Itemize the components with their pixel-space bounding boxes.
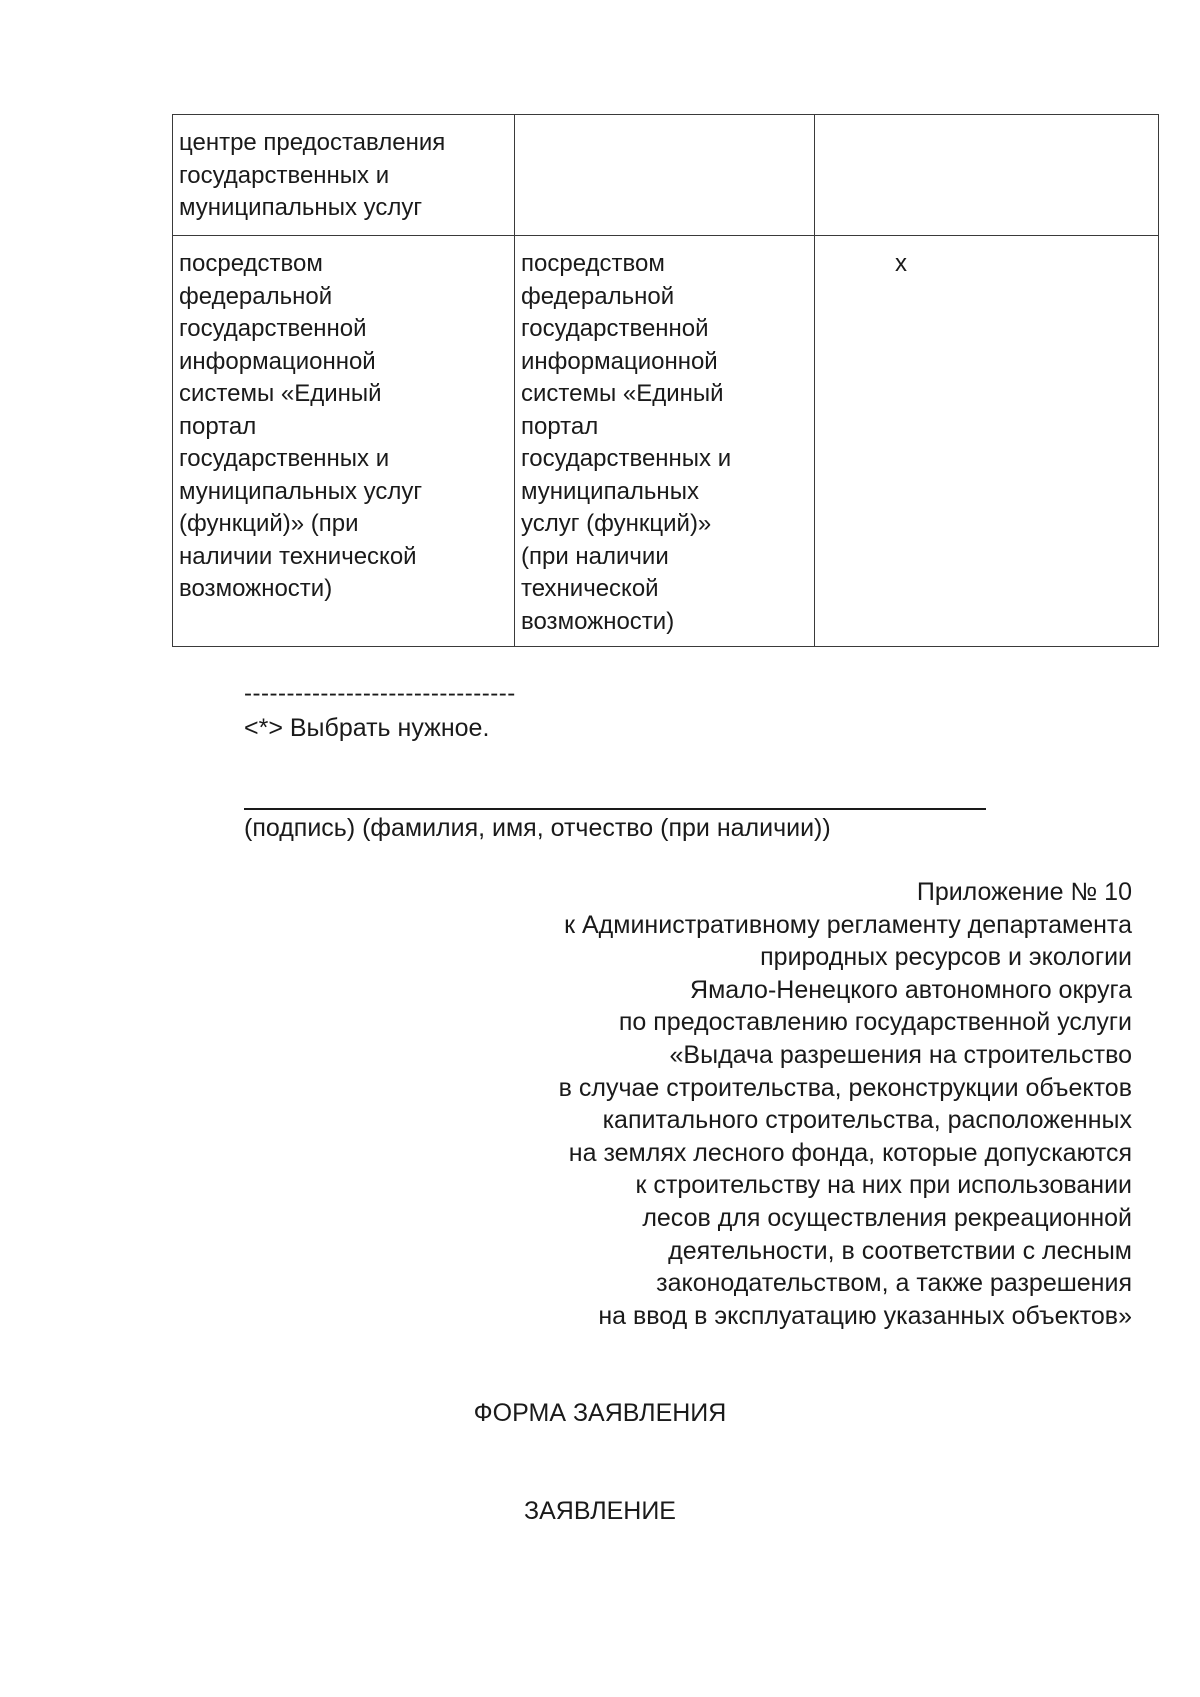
table-cell-mark: х (815, 236, 1159, 647)
table-cell-result: посредством федеральной государственной информационной системы «Единый портал государственных и муниципальных услуг (функций)» (при наличии технической возможности) (515, 236, 815, 647)
signature-caption: (подпись) (фамилия, имя, отчество (при наличии)) (244, 814, 831, 842)
signature-line (244, 808, 986, 810)
form-title: ФОРМА ЗАЯВЛЕНИЯ (473, 1399, 727, 1427)
submission-methods-table (172, 114, 1159, 647)
table-cell-method: центре предоставления государственных и муниципальных услуг (173, 115, 515, 236)
footnote-text: <*> Выбрать нужное. (244, 714, 490, 742)
table-cell-method: посредством федеральной государственной информационной системы «Единый портал государственных и муниципальных услуг (функций)» (при наличии технической возможности) (173, 236, 515, 647)
table-cell-mark (815, 115, 1159, 236)
table-row (173, 236, 1159, 647)
footnote-separator: -------------------------------- (244, 680, 516, 707)
appendix-header: Приложение № 10 к Административному регламенту департамента природных ресурсов и экологии Ямало-Ненецкого автономного округа по предоставлению государственной услуги «Выдача разрешения на строительство в случае строительства, реконструкции объектов капитального строительства, расположенных на землях лесного фонда, которые допускаются к строительству на них при использовании лесов для осуществления рекреационной деятельности, в соответствии с лесным законодательством, а также разрешения на ввод в эксплуатацию указанных объектов» (558, 878, 1132, 1330)
document-title: ЗАЯВЛЕНИЕ (523, 1497, 676, 1525)
table-cell-result (515, 115, 815, 236)
table-row (173, 115, 1159, 236)
